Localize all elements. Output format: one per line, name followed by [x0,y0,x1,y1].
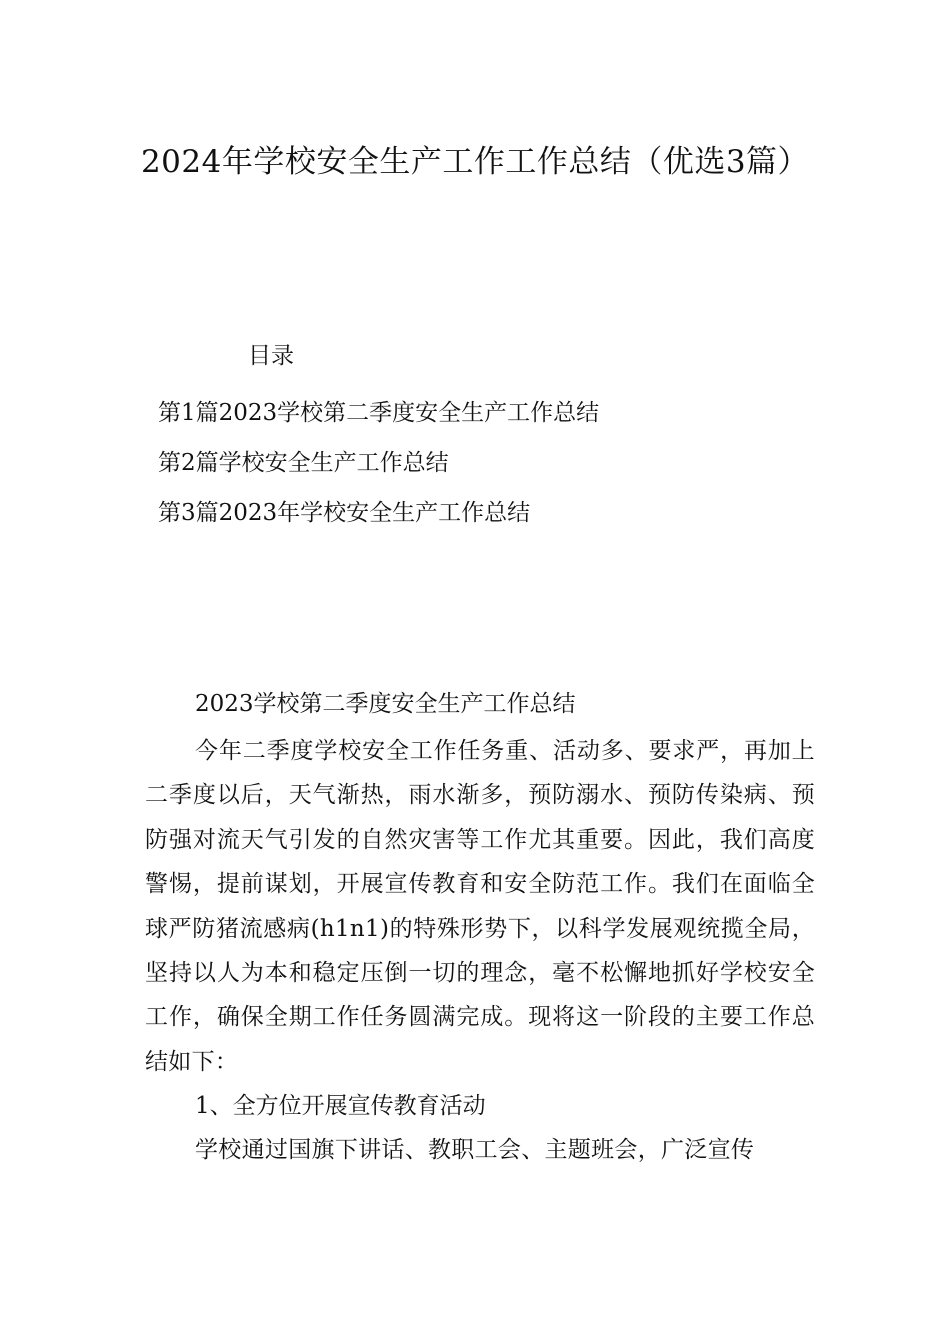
article-intro-paragraph: 今年二季度学校安全工作任务重、活动多、要求严，再加上二季度以后，天气渐热，雨水渐多，预防溺水、预防传染病、预防强对流天气引发的自然灾害等工作尤其重要。因此，我们高度警惕，提前谋划，开展宣传教育和安全防范工作。我们在面临全球严防猪流感病(h1n1)的特殊形势下，以科学发展观统揽全局，坚持以人为本和稳定压倒一切的理念，毫不松懈地抓好学校安全工作，确保全期工作任务圆满完成。现将这一阶段的主要工作总结如下： [145,738,815,1075]
toc-item-1: 第1篇2023学校第二季度安全生产工作总结 [158,400,600,426]
toc-heading: 目录 [248,343,294,369]
section-heading-1: 1、全方位开展宣传教育活动 [195,1093,486,1120]
article-title: 2023学校第二季度安全生产工作总结 [195,691,576,717]
table-of-contents [158,388,599,538]
toc-item-2: 第2篇学校安全生产工作总结 [158,450,449,476]
toc-item-3: 第3篇2023年学校安全生产工作总结 [158,500,531,526]
document-title: 2024年学校安全生产工作工作总结（优选3篇） [140,144,810,180]
article-body [145,685,815,1173]
section-1-paragraph: 学校通过国旗下讲话、教职工会、主题班会，广泛宣传 [195,1137,755,1164]
